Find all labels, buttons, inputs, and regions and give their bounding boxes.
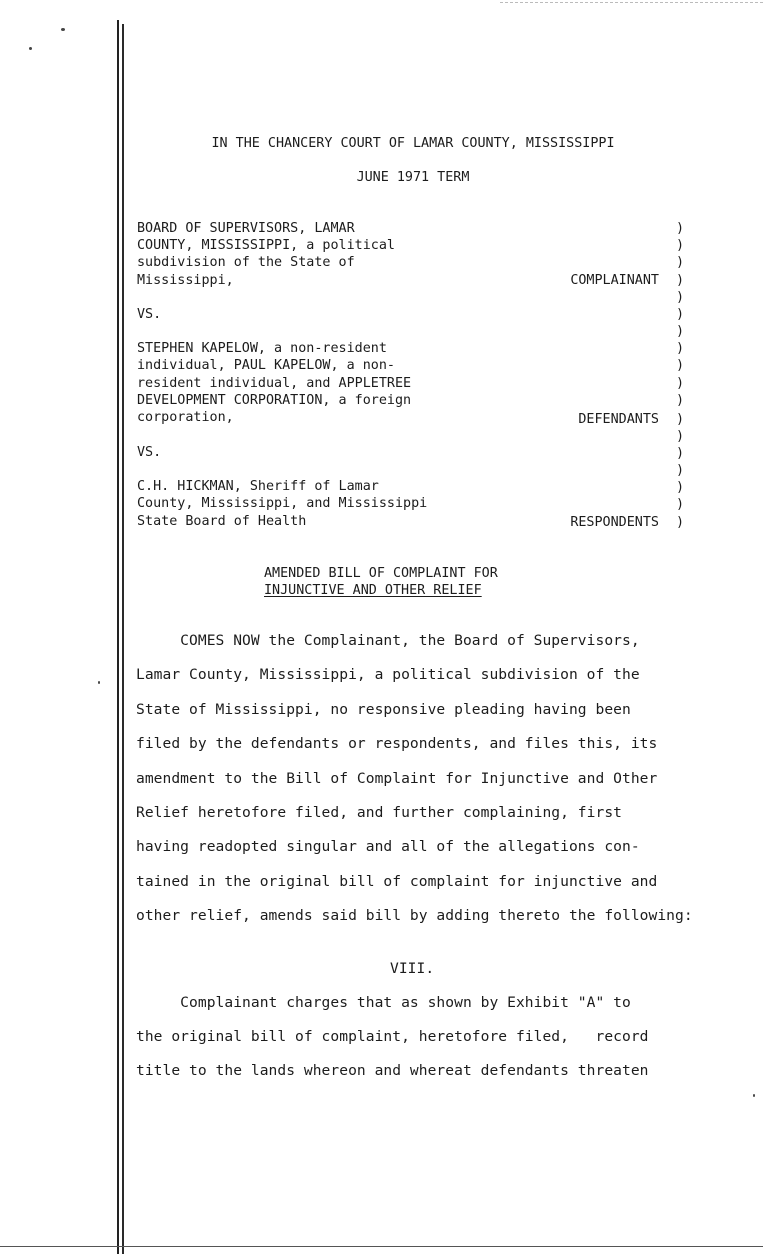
paren: ) (676, 463, 685, 478)
body-line: Relief heretofore filed, and further complaining, first (136, 804, 622, 821)
caption-line: subdivision of the State of (137, 255, 355, 270)
caption-line: STEPHEN KAPELOW, a non-resident (137, 341, 387, 356)
caption-line: COUNTY, MISSISSIPPI, a political (137, 238, 395, 253)
document-title-line-1: AMENDED BILL OF COMPLAINT FOR (264, 566, 498, 581)
complainant-role: COMPLAINANT (570, 273, 659, 288)
body-line: tained in the original bill of complaint for injunctive and (136, 873, 658, 890)
document-title-line-2: INJUNCTIVE AND OTHER RELIEF (264, 583, 482, 598)
caption-line: corporation, (137, 410, 234, 425)
scan-speck (753, 1094, 755, 1097)
court-term: JUNE 1971 TERM (356, 170, 470, 185)
respondents-role: RESPONDENTS (570, 515, 659, 530)
paren: ) (676, 497, 685, 512)
caption-line: County, Mississippi, and Mississippi (137, 496, 428, 511)
paren: ) (676, 358, 685, 373)
body-line: State of Mississippi, no responsive pleading having been (136, 701, 631, 718)
paren: ) (676, 238, 685, 253)
paren: ) (676, 429, 685, 444)
caption-line: individual, PAUL KAPELOW, a non- (137, 358, 395, 373)
section-heading: VIII. (390, 960, 435, 977)
body-line: title to the lands whereon and whereat defendants threaten (136, 1062, 649, 1079)
caption-line: C.H. HICKMAN, Sheriff of Lamar (137, 479, 379, 494)
left-margin-rule (117, 20, 119, 1254)
body-line: filed by the defendants or respondents, and files this, its (136, 735, 658, 752)
body-line: other relief, amends said bill by adding thereto the following: (136, 907, 693, 924)
scan-speck (29, 47, 32, 50)
paren: ) (676, 290, 685, 305)
paren: ) (676, 341, 685, 356)
court-title: IN THE CHANCERY COURT OF LAMAR COUNTY, MISSISSIPPI (211, 136, 615, 151)
paren: ) (676, 324, 685, 339)
caption-line: Mississippi, (137, 273, 234, 288)
body-line: amendment to the Bill of Complaint for Injunctive and Other (136, 770, 658, 787)
top-edge-dashes (500, 2, 763, 3)
paren: ) (676, 221, 685, 236)
paren: ) (676, 255, 685, 270)
versus-label: VS. (137, 307, 162, 322)
scan-speck (61, 28, 65, 31)
paren: ) (676, 393, 685, 408)
scan-speck (98, 681, 100, 684)
paren: ) (676, 376, 685, 391)
paren: ) (676, 273, 685, 288)
paren: ) (676, 412, 685, 427)
versus-label: VS. (137, 445, 162, 460)
body-line: Lamar County, Mississippi, a political subdivision of the (136, 666, 640, 683)
body-line: having readopted singular and all of the allegations con- (136, 838, 640, 855)
caption-line: BOARD OF SUPERVISORS, LAMAR (137, 221, 355, 236)
paren: ) (676, 307, 685, 322)
caption-line: DEVELOPMENT CORPORATION, a foreign (137, 393, 412, 408)
body-line: Complainant charges that as shown by Exhibit "A" to (136, 994, 631, 1011)
defendants-role: DEFENDANTS (578, 412, 659, 427)
caption-line: State Board of Health (137, 514, 307, 529)
paren: ) (676, 446, 685, 461)
paren: ) (676, 515, 685, 530)
left-margin-rule-inner (122, 24, 124, 1254)
body-line: COMES NOW the Complainant, the Board of Supervisors, (136, 632, 640, 649)
bottom-edge-rule (0, 1246, 763, 1247)
caption-line: resident individual, and APPLETREE (137, 376, 412, 391)
paren: ) (676, 480, 685, 495)
body-line: the original bill of complaint, heretofore filed, record (136, 1028, 649, 1045)
